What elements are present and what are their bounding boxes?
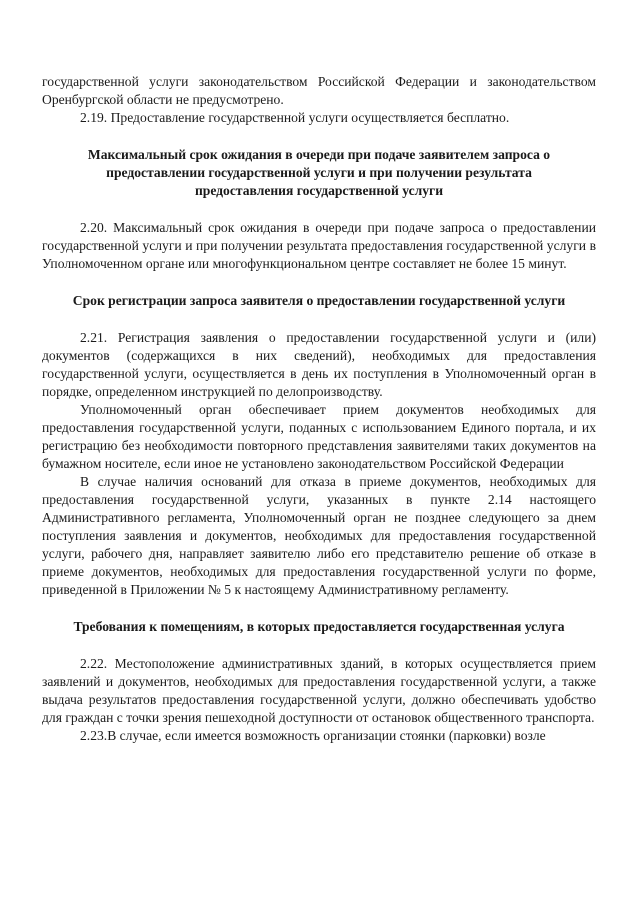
paragraph-carryover: государственной услуги законодательством Российской Федерации и законодательством Оренбургской области не предусмотрено. [42,74,596,107]
paragraph-2-22: 2.22. Местоположение административных зданий, в которых осуществляется прием заявлений и документов, необходимых для предоставления государственной услуги, а также выдача результатов предоставления государственной услуги, должно обеспечивать удобство для граждан с точки зрения пешеходной доступности от остановок общественного транспорта. [42,656,596,725]
document-page [42,73,596,745]
paragraph-2-23: 2.23.В случае, если имеется возможность организации стоянки (парковки) возле [80,728,546,743]
heading-queue-waiting-time: Максимальный срок ожидания в очереди при подаче заявителем запроса о предоставлении государственной услуги и при получении результата предоставления государственной услуги [87,147,551,198]
paragraph-refusal: В случае наличия оснований для отказа в приеме документов, необходимых для предоставления государственной услуги, указанных в пункте 2.14 настоящего Административного регламента, Уполномоченный орган не позднее следующего за днем поступления заявления и документов, необходимых для предоставления государственной услуги, рабочего дня, направляет заявителю либо его представителю решение об отказе в приеме документов, необходимых для предоставления государственной услуги по форме, приведенной в Приложении № 5 к настоящему Административному регламенту. [42,474,596,597]
paragraph-2-19: 2.19. Предоставление государственной услуги осуществляется бесплатно. [80,110,510,125]
paragraph-2-20: 2.20. Максимальный срок ожидания в очереди при подаче запроса о предоставлении государственной услуги и при получении результата предоставления государственной услуги в Уполномоченном органе или многофункциональном центре составляет не более 15 минут. [42,220,596,271]
paragraph-2-21: 2.21. Регистрация заявления о предоставлении государственной услуги и (или) документов (содержащихся в них сведений), необходимых для предоставления государственной услуги, осуществляется в день их поступления в Уполномоченный орган в порядке, определенном инструкцией по делопроизводству. [42,330,596,399]
paragraph-portal-registration: Уполномоченный орган обеспечивает прием документов необходимых для предоставления государственной услуги, поданных с использованием Единого портала, и их регистрацию без необходимости повторного представления заявителями таких документов на бумажном носителе, если иное не установлено законодательством Российской Федерации [42,402,596,471]
heading-premises-requirements: Требования к помещениям, в которых предоставляется государственная услуга [73,619,565,634]
heading-registration-term: Срок регистрации запроса заявителя о предоставлении государственной услуги [72,293,566,308]
